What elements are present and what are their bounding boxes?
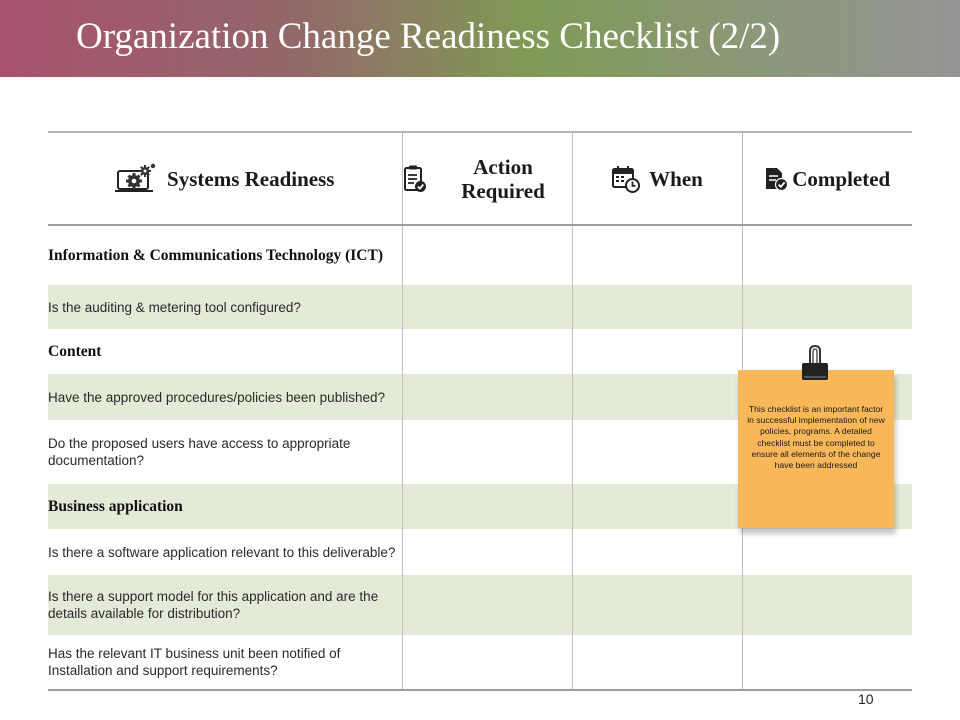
completed-cell (742, 575, 912, 635)
header-label: Action Required (461, 154, 545, 203)
action-cell (402, 374, 572, 420)
gears-laptop-icon (115, 163, 159, 195)
when-cell (572, 484, 742, 529)
action-cell (402, 529, 572, 575)
title-bar (0, 0, 960, 77)
completed-cell (742, 225, 912, 285)
question-text: Is there a support model for this application and are the details available for distribution? (48, 575, 402, 635)
when-cell (572, 225, 742, 285)
calendar-clock-icon (611, 164, 641, 194)
sticky-note (738, 370, 894, 528)
action-cell (402, 225, 572, 285)
header-when (572, 132, 742, 225)
header-label: Completed (792, 166, 891, 191)
question-row (48, 575, 912, 635)
question-text: Is the auditing & metering tool configured? (48, 285, 402, 329)
header-action-required (402, 132, 572, 225)
category-label: Business application (48, 484, 402, 529)
header-label: When (649, 166, 703, 191)
question-text: Do the proposed users have access to appropriate documentation? (48, 436, 351, 468)
question-text: Have the approved procedures/policies been published? (48, 374, 402, 420)
category-row (48, 225, 912, 285)
question-row (48, 635, 912, 690)
slide-title: Organization Change Readiness Checklist (2/2) (76, 16, 781, 57)
when-cell (572, 635, 742, 690)
when-cell (572, 285, 742, 329)
category-label: Content (48, 343, 102, 360)
when-cell (572, 529, 742, 575)
completed-cell (742, 635, 912, 690)
completed-cell (742, 285, 912, 329)
completed-cell (742, 529, 912, 575)
document-check-icon (764, 165, 790, 193)
action-cell (402, 575, 572, 635)
question-text: Is there a software application relevant to this deliverable? (48, 544, 396, 560)
category-row (48, 329, 912, 374)
question-row (48, 285, 912, 329)
page-number: 10 (858, 691, 874, 707)
action-cell (402, 285, 572, 329)
question-text: Has the relevant IT business unit been notified of Installation and support requirements? (48, 635, 402, 690)
action-cell (402, 420, 572, 484)
header-systems-readiness (48, 132, 402, 225)
when-cell (572, 420, 742, 484)
sticky-note-text: This checklist is an important factor in successful implementation of new policies, programs. A detailed checklist must be completed to ensure all elements of the change have been addressed (747, 404, 885, 471)
header-row (48, 132, 912, 225)
category-label: Information & Communications Technology (ICT) (48, 247, 383, 264)
clipboard-check-icon (403, 164, 427, 194)
when-cell (572, 374, 742, 420)
action-cell (402, 329, 572, 374)
action-cell (402, 484, 572, 529)
binder-clip-icon (800, 345, 830, 383)
action-cell (402, 635, 572, 690)
when-cell (572, 575, 742, 635)
header-completed (742, 132, 912, 225)
question-row (48, 529, 912, 575)
when-cell (572, 329, 742, 374)
header-label: Systems Readiness (167, 166, 335, 191)
